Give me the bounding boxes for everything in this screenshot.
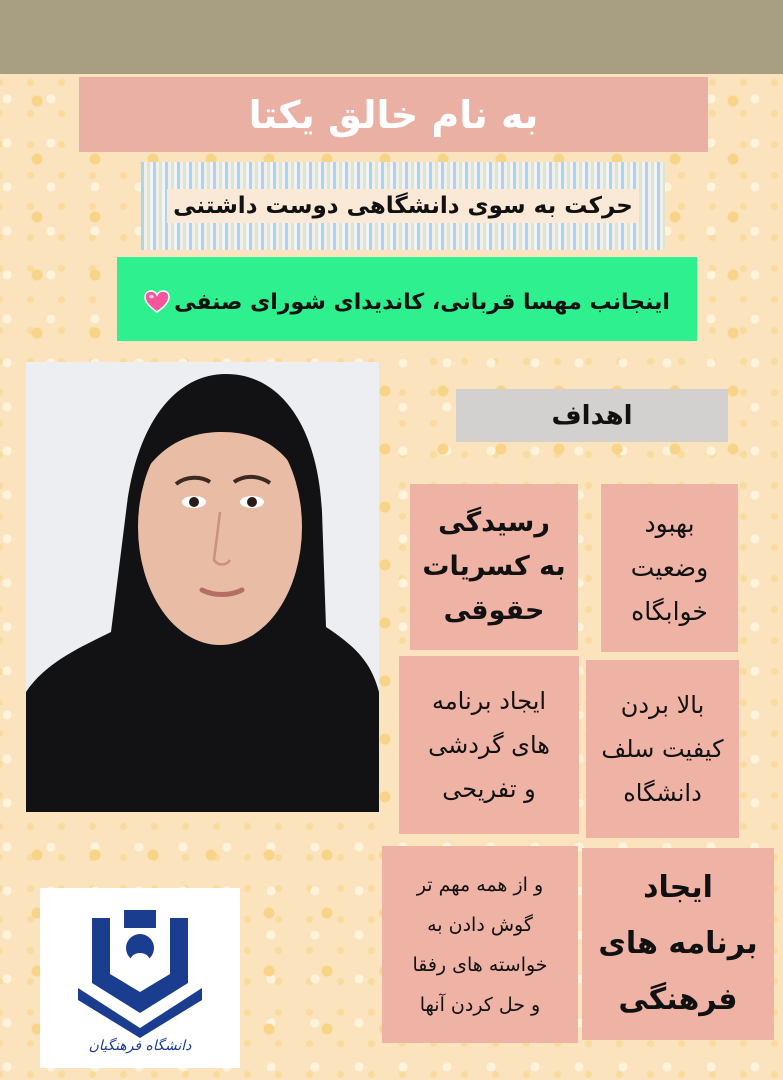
goal-listening-to-students — [382, 846, 578, 1043]
goal-line: ایجاد — [643, 870, 713, 905]
top-bar — [0, 0, 783, 74]
slogan-banner — [141, 162, 665, 250]
goal-line: بالا بردن — [620, 691, 705, 719]
goal-line: رسیدگی — [438, 507, 550, 538]
goal-line: و حل کردن آنها — [419, 993, 541, 1016]
slogan-text: حرکت به سوی دانشگاهی دوست داشتنی — [167, 189, 639, 223]
goal-line: حقوقی — [443, 595, 545, 626]
pink-heart-icon — [144, 290, 170, 314]
goal-line: گوش دادن به — [427, 913, 533, 936]
goal-line: و تفریحی — [442, 775, 536, 803]
goal-line: ایجاد برنامه — [431, 687, 547, 715]
portrait-image — [26, 362, 379, 812]
candidate-banner — [117, 257, 697, 341]
goal-line: بهبود — [644, 509, 695, 538]
candidate-photo — [26, 362, 379, 812]
goal-line: خواسته های رفقا — [412, 953, 548, 976]
goal-line: های گردشی — [428, 731, 550, 759]
goal-line: فرهنگی — [618, 982, 738, 1017]
goal-recreation-programs — [399, 656, 579, 834]
goal-cafeteria-quality — [586, 660, 739, 838]
candidate-text: اینجانب مهسا قربانی، کاندیدای شورای صنفی — [174, 289, 670, 315]
goal-line: برنامه های — [598, 926, 758, 961]
goal-line: کیفیت سلف — [601, 735, 724, 763]
goal-line: به کسریات — [422, 551, 566, 582]
page-title: به نام خالق یکتا — [79, 77, 708, 152]
goal-dormitory — [601, 484, 738, 652]
goal-legal-shortfalls — [410, 484, 578, 650]
goal-line: خوابگاه — [631, 597, 708, 626]
goal-line: وضعیت — [630, 553, 709, 582]
goal-line: دانشگاه — [623, 779, 702, 807]
university-logo — [40, 888, 240, 1068]
university-name: دانشگاه فرهنگیان — [88, 1038, 192, 1054]
goals-heading: اهداف — [456, 389, 728, 442]
goal-line: و از همه مهم تر — [416, 873, 544, 896]
farhangian-university-logo-icon — [40, 888, 240, 1038]
goal-cultural-programs — [582, 848, 774, 1040]
